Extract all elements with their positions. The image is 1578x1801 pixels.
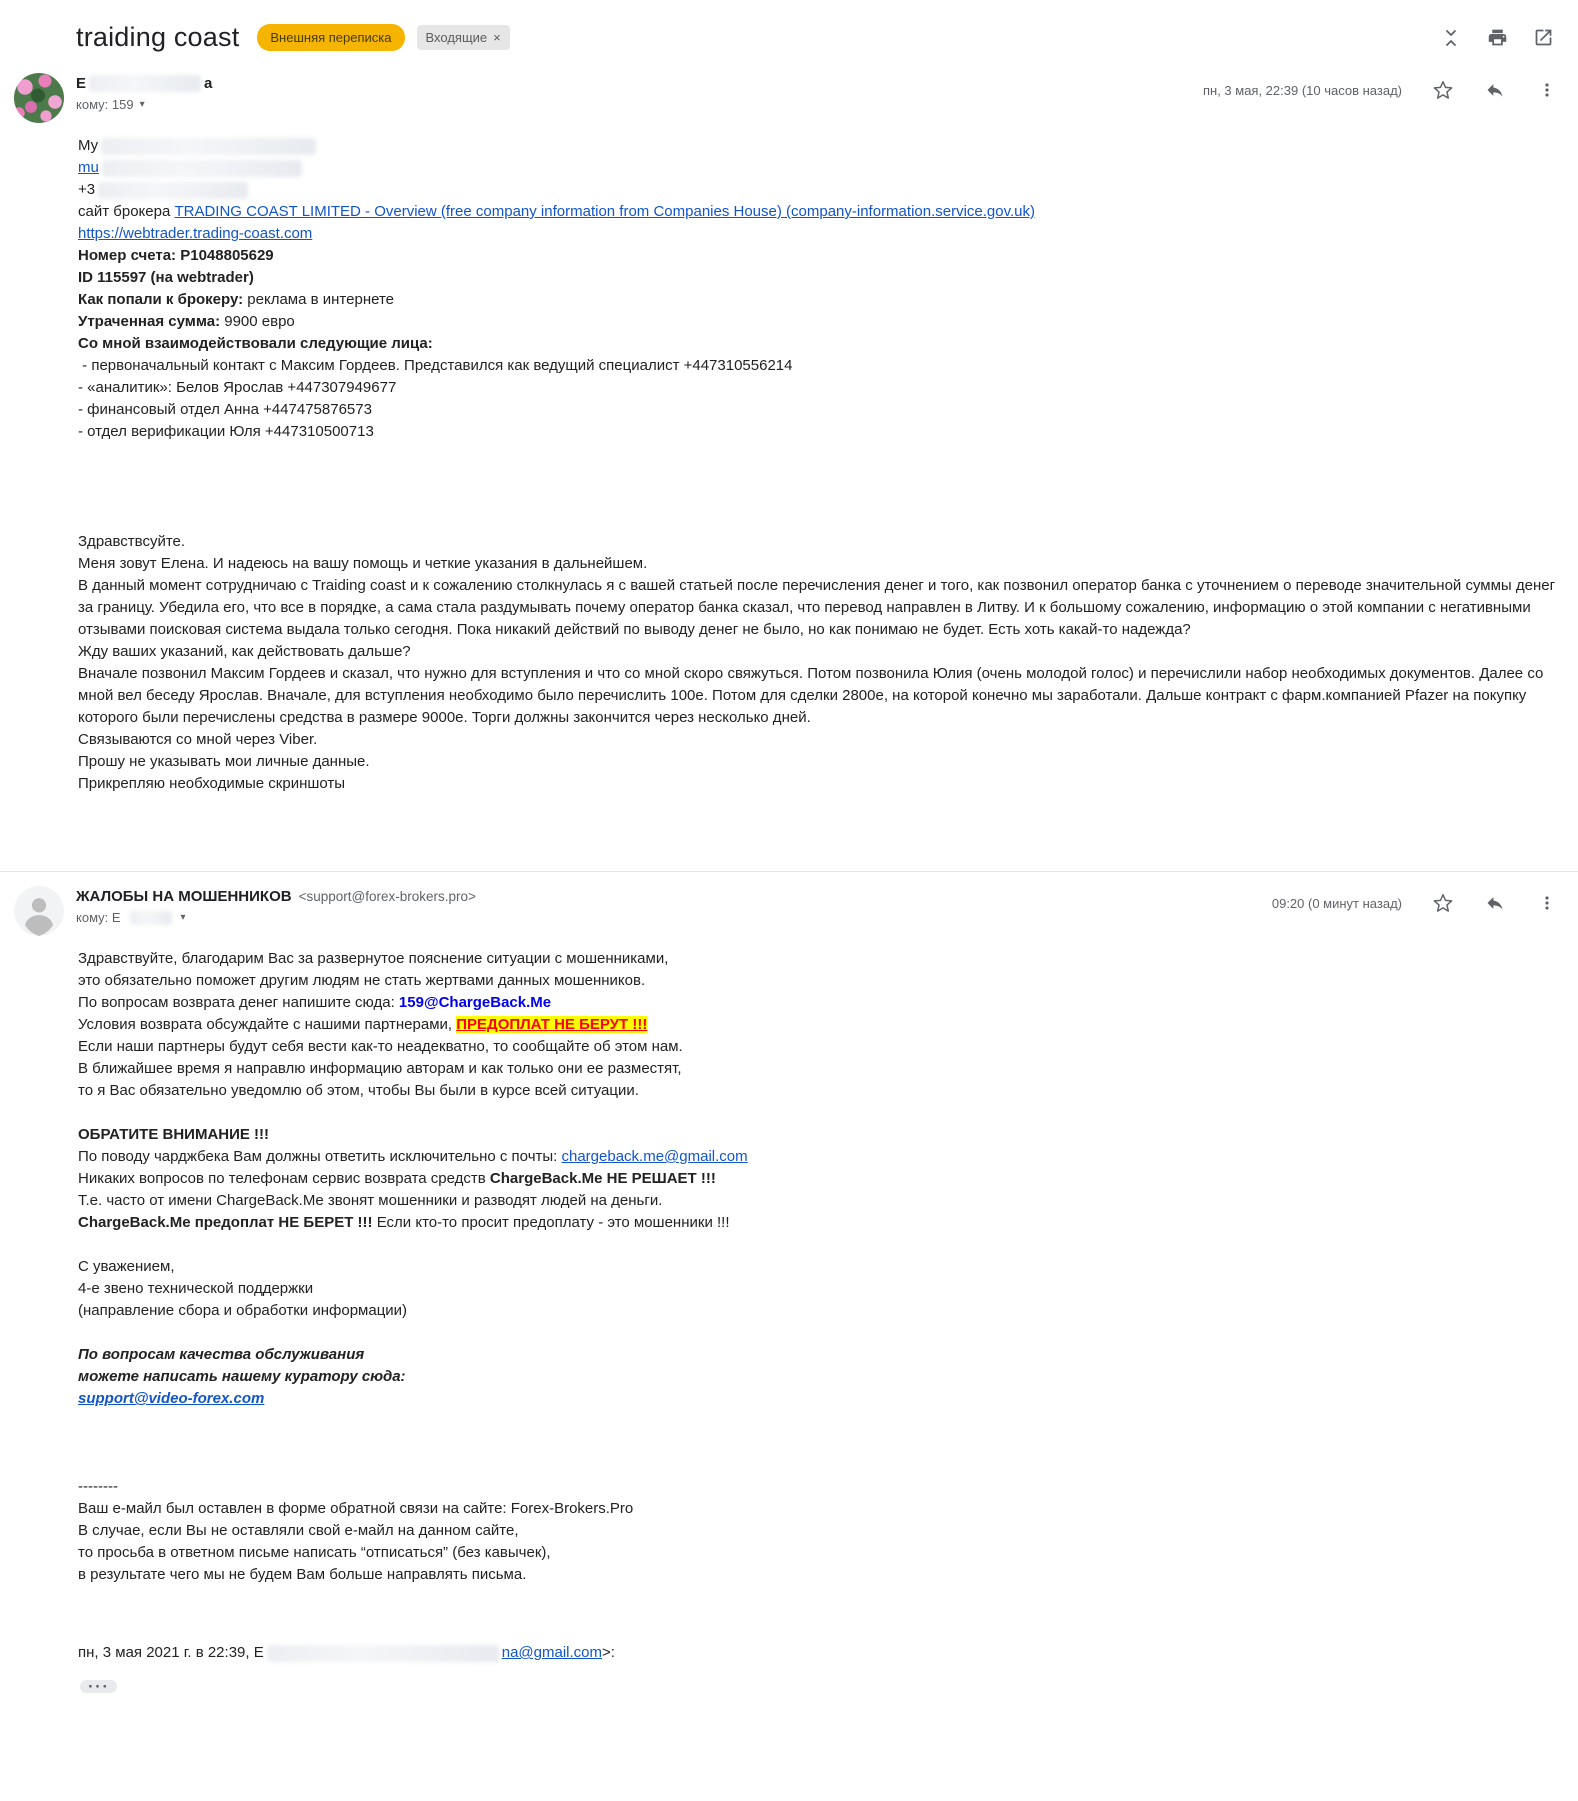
email-2-body: [78, 948, 1558, 1586]
text-segment: 9900 евро: [224, 313, 295, 330]
body-line: [78, 333, 1558, 355]
show-trimmed-content-button[interactable]: ···: [80, 1680, 117, 1693]
text-segment: - отдел верификации Юля +447310500713: [78, 423, 374, 440]
body-line: [78, 1256, 1558, 1278]
recipients-dropdown[interactable]: [76, 97, 1203, 112]
text-segment: В случае, если Вы не оставляли свой е-майл на данном сайте,: [78, 1522, 519, 1539]
body-line: [78, 245, 1558, 267]
text-segment: - «аналитик»: Белов Ярослав +447307949677: [78, 379, 397, 396]
text-segment: По вопросам качества обслуживания: [78, 1346, 365, 1363]
body-line: [78, 179, 1558, 201]
body-line: [78, 1344, 1558, 1366]
email-link[interactable]: 159@ChargeBack.Me: [398, 994, 552, 1011]
quote-suffix: >:: [602, 1644, 615, 1661]
body-line: [78, 201, 1558, 223]
body-line: [78, 377, 1558, 399]
body-line: [78, 421, 1558, 443]
sender-name-suffix: а: [204, 75, 213, 92]
body-line: [78, 575, 1558, 641]
print-icon[interactable]: [1486, 27, 1508, 49]
text-segment: в результате чего мы не будем Вам больше направлять письма.: [78, 1566, 527, 1583]
body-line: [78, 1366, 1558, 1388]
text-segment: Со мной взаимодействовали следующие лица:: [78, 335, 433, 352]
body-line: [78, 267, 1558, 289]
sender-block: [76, 73, 1203, 112]
remove-label-icon[interactable]: ×: [493, 30, 501, 45]
body-line: [78, 948, 1558, 970]
text-segment: сайт брокера: [78, 203, 175, 220]
email-2: [0, 872, 1578, 1727]
sender-name-prefix: Е: [76, 75, 87, 92]
body-line: [78, 355, 1558, 377]
body-line: [78, 1080, 1558, 1102]
body-line: [78, 1542, 1558, 1564]
body-line: [78, 487, 1558, 509]
body-line: [78, 1300, 1558, 1322]
body-line: [78, 1410, 1558, 1432]
body-line: [78, 970, 1558, 992]
quote-spacer: [78, 1586, 1558, 1642]
body-line: [78, 751, 1558, 773]
text-segment: ID 115597 (на webtrader): [78, 269, 254, 286]
text-segment: Утраченная сумма:: [78, 313, 225, 330]
email-1: [0, 59, 1578, 863]
text-segment: можете написать нашему куратору сюда:: [78, 1368, 406, 1385]
body-line: [78, 223, 1558, 245]
body-line: [78, 729, 1558, 751]
page-title: traiding coast: [76, 22, 240, 52]
collapse-all-icon[interactable]: [1440, 27, 1462, 49]
text-segment: Номер счета: P1048805629: [78, 247, 274, 264]
body-line: [78, 1102, 1558, 1124]
email-2-body-wrap: [0, 942, 1578, 1727]
recipients-dropdown[interactable]: [76, 910, 1272, 925]
label-inbox-text: Входящие: [425, 30, 488, 45]
sender-block: [76, 886, 1272, 925]
body-line: [78, 641, 1558, 663]
text-segment: Му: [78, 137, 99, 154]
to-label: кому: Е: [76, 910, 121, 925]
body-line: [78, 1058, 1558, 1080]
label-external-badge[interactable]: [257, 24, 404, 51]
chevron-down-icon: ▾: [180, 912, 186, 923]
redacted-sender-name: [89, 75, 201, 92]
text-segment: Здравствсуйте.: [78, 533, 186, 550]
quoted-email-link[interactable]: na@gmail.com: [501, 1644, 602, 1661]
body-line: [78, 1036, 1558, 1058]
body-line: [78, 531, 1558, 553]
body-line: [78, 135, 1558, 157]
star-icon[interactable]: [1432, 892, 1454, 914]
text-segment: В ближайшее время я направлю информацию авторам и как только они ее разместят,: [78, 1060, 682, 1077]
label-external-text: Внешняя переписка: [270, 30, 392, 45]
body-line: [78, 157, 1558, 179]
sender-name[interactable]: [76, 75, 1203, 92]
text-segment: Связываются со мной через Viber.: [78, 731, 318, 748]
text-segment: это обязательно поможет другим людям не стать жертвами данных мошенников.: [78, 972, 646, 989]
star-icon[interactable]: [1432, 79, 1454, 101]
reply-icon[interactable]: [1484, 892, 1506, 914]
body-line: [78, 1476, 1558, 1498]
body-line: [78, 1520, 1558, 1542]
body-line: [78, 399, 1558, 421]
body-line: [78, 1432, 1558, 1454]
text-segment: Ваш е-майл был оставлен в форме обратной связи на сайте: Forex-Brokers.Pro: [78, 1500, 634, 1517]
email-link[interactable]: mu: [78, 159, 99, 176]
email-link[interactable]: TRADING COAST LIMITED - Overview (free company information from Companies House) (company-information.service.gov.uk): [174, 203, 1036, 220]
text-segment: - первоначальный контакт с Максим Гордеев. Представился как ведущий специалист +447310556214: [78, 357, 793, 374]
redacted-email-address: [267, 1645, 499, 1662]
text-segment: Прошу не указывать мои личные данные.: [78, 753, 370, 770]
text-segment: С уважением,: [78, 1258, 175, 1275]
text-segment: ChargeBack.Me предоплат НЕ БЕРЕТ !!!: [78, 1214, 373, 1231]
text-segment: то я Вас обязательно уведомлю об этом, чтобы Вы были в курсе всей ситуации.: [78, 1082, 639, 1099]
body-line: [78, 509, 1558, 531]
text-segment: Если наши партнеры будут себя вести как-то неадекватно, то сообщайте об этом нам.: [78, 1038, 683, 1055]
body-line: [78, 443, 1558, 465]
body-line: [78, 1190, 1558, 1212]
redacted-text: [102, 160, 302, 177]
sender-avatar[interactable]: [14, 73, 64, 123]
body-line: [78, 1388, 1558, 1410]
person-icon: [14, 886, 64, 936]
text-segment: ПРЕДОПЛАТ НЕ БЕРУТ !!!: [456, 1016, 648, 1033]
text-segment: --------: [78, 1478, 118, 1495]
text-segment: Если кто-то просит предоплату - это мошенники !!!: [372, 1214, 730, 1231]
email-date: пн, 3 мая, 22:39 (10 часов назад): [1202, 82, 1402, 98]
body-line: [78, 663, 1558, 729]
body-line: [78, 1278, 1558, 1300]
sender-name[interactable]: [76, 888, 1272, 905]
text-segment: то просьба в ответном письме написать “отписаться” (без кавычек),: [78, 1544, 551, 1561]
email-1-body: [0, 129, 1578, 805]
to-label: кому: 159: [76, 97, 134, 112]
body-line: [78, 289, 1558, 311]
body-line: [78, 773, 1558, 795]
text-segment: - финансовый отдел Анна +447475876573: [78, 401, 372, 418]
body-line: [78, 1212, 1558, 1234]
text-segment: В данный момент сотрудничаю с Traiding coast и к сожалению столкнулась я с вашей статьей после перечисления денег и того, как позвонил оператор банка с уточнением о переводе значительной суммы денег за границу. Убедила его, что все в порядке, а сама стала раздумывать почему оператор банка сказал, что перевод направлен в Литву. И к большому сожалению, информацию о этой компании с негативными отзывами поисковая система выдала только сегодня. Пока никакий действий по выводу денег не было, но как понимаю не будет. Есть хоть какай-то надежда?: [78, 577, 1560, 638]
open-in-new-icon[interactable]: [1532, 27, 1554, 49]
email-2-meta: [1272, 886, 1558, 914]
sender-avatar-default[interactable]: [14, 886, 64, 936]
text-segment: 4-е звено технической поддержки: [78, 1280, 314, 1297]
body-line: [78, 1564, 1558, 1586]
redacted-text: [98, 182, 248, 199]
quoted-reply-header: [78, 1642, 1558, 1664]
email-link[interactable]: https://webtrader.trading-coast.com: [78, 225, 313, 242]
body-line: [78, 1124, 1558, 1146]
email-2-header: [0, 872, 1578, 942]
more-options-icon[interactable]: [1536, 892, 1558, 914]
body-line: [78, 1168, 1558, 1190]
text-segment: Т.е. часто от имени ChargeBack.Me звонят мошенники и разводят людей на деньги.: [78, 1192, 663, 1209]
email-1-header: [0, 59, 1578, 129]
text-segment: Прикрепляю необходимые скриншоты: [78, 775, 346, 792]
text-segment: Вначале позвонил Максим Гордеев и сказал, что нужно для вступления и что со мной скоро свяжуться. Потом позвонила Юлия (очень молодой голос) и перечислили набор необходимых документов. Далее со мной вел беседу Ярослав. Вначале, для вступления необходимо было перечислить 100е. Потом для сделки 2800е, на которой конечно мы заработали. Дальше контракт с фарм.компанией Pfazer на покупку которого были перечислены средства в размере 9000е. Торги должны закончится через несколько дней.: [78, 665, 1548, 726]
email-link[interactable]: chargeback.me@gmail.com: [561, 1148, 748, 1165]
redacted-text: [101, 138, 316, 155]
body-line: [78, 1454, 1558, 1476]
chevron-down-icon: ▾: [139, 99, 145, 110]
email-1-meta: [1203, 73, 1558, 101]
text-segment: реклама в интернете: [247, 291, 394, 308]
body-line: [78, 465, 1558, 487]
body-line: [78, 311, 1558, 333]
thread-header: [0, 0, 1578, 59]
text-segment: Никаких вопросов по телефонам сервис возврата средств: [78, 1170, 490, 1187]
body-line: [78, 992, 1558, 1014]
reply-icon[interactable]: [1484, 79, 1506, 101]
text-segment: ОБРАТИТЕ ВНИМАНИЕ !!!: [78, 1126, 270, 1143]
redacted-recipient: [130, 911, 172, 925]
text-segment: +3: [78, 181, 96, 198]
body-line: [78, 553, 1558, 575]
body-line: [78, 1498, 1558, 1520]
body-line: [78, 1234, 1558, 1256]
text-segment: Меня зовут Елена. И надеюсь на вашу помощь и четкие указания в дальнейшем.: [78, 555, 648, 572]
thread-actions: [1440, 27, 1554, 49]
text-segment: По поводу чарджбека Вам должны ответить исключительно с почты:: [78, 1148, 562, 1165]
more-options-icon[interactable]: [1536, 79, 1558, 101]
text-segment: ChargeBack.Me НЕ РЕШАЕТ !!!: [489, 1170, 716, 1187]
text-segment: По вопросам возврата денег напишите сюда:: [78, 994, 399, 1011]
email-link[interactable]: support@video-forex.com: [78, 1390, 265, 1407]
text-segment: Жду ваших указаний, как действовать дальше?: [78, 643, 411, 660]
text-segment: Условия возврата обсуждайте с нашими партнерами,: [78, 1016, 457, 1033]
text-segment: (направление сбора и обработки информации): [78, 1302, 408, 1319]
body-line: [78, 1014, 1558, 1036]
quote-prefix: пн, 3 мая 2021 г. в 22:39, Е: [78, 1644, 264, 1661]
body-line: [78, 1146, 1558, 1168]
label-inbox-badge[interactable]: [417, 25, 510, 50]
text-segment: Здравствуйте, благодарим Вас за развернутое пояснение ситуации с мошенниками,: [78, 950, 669, 967]
text-segment: Как попали к брокеру:: [78, 291, 248, 308]
email-date: 09:20 (0 минут назад): [1271, 895, 1402, 911]
sender-email-address: <support@forex-brokers.pro>: [298, 889, 476, 904]
body-line: [78, 1322, 1558, 1344]
sender-name-text: ЖАЛОБЫ НА МОШЕННИКОВ: [76, 888, 292, 905]
